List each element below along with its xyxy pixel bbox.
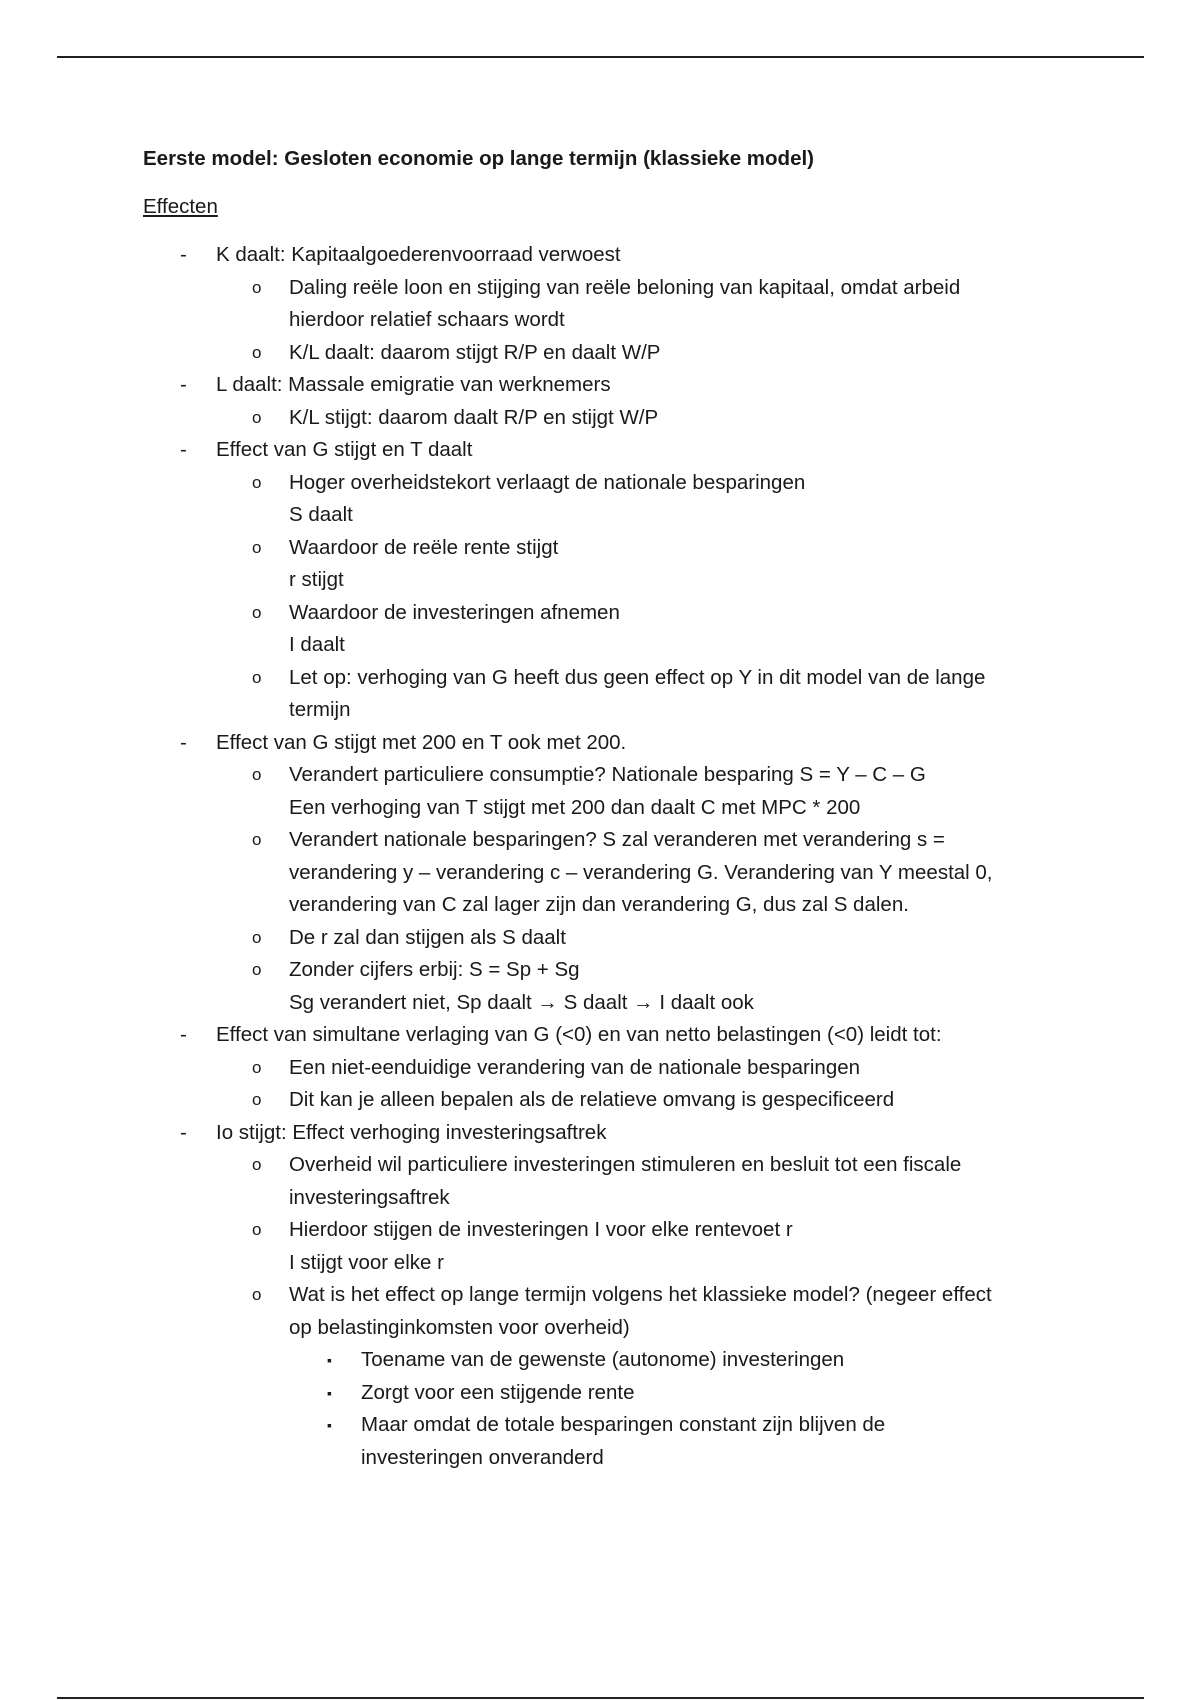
circle-bullet-icon: o bbox=[252, 277, 262, 297]
sub-list-item-text: verandering y – verandering c – verandering G. Verandering van Y meestal 0, bbox=[289, 860, 993, 884]
sub-list-item-text: termijn bbox=[289, 698, 351, 721]
circle-bullet-icon: o bbox=[252, 537, 262, 557]
document-title: Eerste model: Gesloten economie op lange termijn (klassieke model) bbox=[143, 147, 815, 170]
sub-list-item-text: Dit kan je alleen bepalen als de relatieve omvang is gespecificeerd bbox=[289, 1088, 895, 1111]
sub-list-item bbox=[216, 1052, 1083, 1085]
sub-list-item-text: Waardoor de investeringen afnemen bbox=[289, 600, 620, 624]
list-item bbox=[143, 1117, 1083, 1475]
sub-list-item-text: Waardoor de reële rente stijgt bbox=[289, 535, 559, 559]
sub-list bbox=[216, 467, 1083, 727]
circle-bullet-icon: o bbox=[252, 1057, 262, 1077]
dash-bullet-icon: - bbox=[180, 1120, 187, 1144]
circle-bullet-icon: o bbox=[252, 927, 262, 947]
sub-list bbox=[216, 402, 1083, 435]
sub-list-item-text: Let op: verhoging van G heeft dus geen effect op Y in dit model van de lange bbox=[289, 665, 986, 689]
list-item-text: L daalt: Massale emigratie van werknemers bbox=[216, 373, 611, 396]
list-item bbox=[143, 369, 1083, 434]
sub-list bbox=[216, 1052, 1083, 1117]
sub-list-item bbox=[216, 402, 1083, 435]
sub-list-item bbox=[216, 532, 1083, 597]
circle-bullet-icon: o bbox=[252, 667, 262, 687]
sub-list-item-text: Daling reële loon en stijging van reële beloning van kapitaal, omdat arbeid bbox=[289, 275, 961, 299]
list-item-text: Io stijgt: Effect verhoging investeringsaftrek bbox=[216, 1120, 607, 1144]
square-bullet-icon: ▪ bbox=[327, 1352, 332, 1368]
sub-list-item-text: I daalt bbox=[289, 633, 345, 656]
list-item bbox=[143, 239, 1083, 369]
circle-bullet-icon: o bbox=[252, 407, 262, 427]
sub-list-item-text: Wat is het effect op lange termijn volgens het klassieke model? (negeer effect bbox=[289, 1283, 992, 1306]
bottom-rule bbox=[57, 1697, 1144, 1699]
sub-list-item bbox=[216, 1214, 1083, 1279]
list-item-text: Effect van G stijgt en T daalt bbox=[216, 438, 473, 461]
dash-bullet-icon: - bbox=[180, 438, 187, 461]
top-rule bbox=[57, 56, 1144, 58]
circle-bullet-icon: o bbox=[252, 1155, 262, 1174]
sub-sub-list-item bbox=[289, 1409, 1083, 1474]
circle-bullet-icon: o bbox=[252, 960, 262, 979]
list-item bbox=[143, 1019, 1083, 1117]
sub-list-item-text: K/L daalt: daarom stijgt R/P en daalt W/P bbox=[289, 340, 661, 364]
sub-list-item bbox=[216, 337, 1083, 370]
list-item bbox=[143, 727, 1083, 1020]
sub-sub-list-item-text: Toename van de gewenste (autonome) investeringen bbox=[361, 1348, 845, 1371]
list-item-text: Effect van simultane verlaging van G (<0) en van netto belastingen (<0) leidt tot: bbox=[216, 1023, 942, 1046]
sub-list-item-text: Een niet-eenduidige verandering van de nationale besparingen bbox=[289, 1055, 861, 1079]
circle-bullet-icon: o bbox=[252, 342, 262, 362]
circle-bullet-icon: o bbox=[252, 472, 262, 492]
sub-sub-list-item-text: Maar omdat de totale besparingen constant zijn blijven de bbox=[361, 1413, 886, 1436]
circle-bullet-icon: o bbox=[252, 1090, 262, 1109]
sub-list-item-text: Overheid wil particuliere investeringen stimuleren en besluit tot een fiscale bbox=[289, 1153, 962, 1176]
sub-list-item-text: Hoger overheidstekort verlaagt de nationale besparingen bbox=[289, 470, 806, 494]
square-bullet-icon: ▪ bbox=[327, 1384, 332, 1401]
circle-bullet-icon: o bbox=[252, 765, 262, 784]
dash-bullet-icon: - bbox=[180, 730, 187, 754]
effects-list bbox=[143, 239, 1083, 1474]
sub-list-item-text: verandering van C zal lager zijn dan verandering G, dus zal S dalen. bbox=[289, 893, 909, 916]
sub-list-item-text: hierdoor relatief schaars wordt bbox=[289, 308, 565, 331]
sub-list-item bbox=[216, 597, 1083, 662]
sub-sub-list-item bbox=[289, 1377, 1083, 1410]
sub-list bbox=[216, 759, 1083, 1019]
sub-list-item-text: Hierdoor stijgen de investeringen I voor elke rentevoet r bbox=[289, 1218, 793, 1241]
sub-list-item-text: De r zal dan stijgen als S daalt bbox=[289, 925, 566, 949]
sub-list-item bbox=[216, 272, 1083, 337]
sub-sub-list-item bbox=[289, 1344, 1083, 1377]
sub-list-item-text: Zonder cijfers erbij: S = Sp + Sg bbox=[289, 958, 580, 981]
section-heading: Effecten bbox=[143, 195, 218, 218]
sub-list-item-text: r stijgt bbox=[289, 568, 344, 591]
sub-list bbox=[216, 272, 1083, 370]
sub-list-item-text: Verandert particuliere consumptie? Nationale besparing S = Y – C – G bbox=[289, 763, 926, 786]
sub-list-item bbox=[216, 1084, 1083, 1117]
sub-list-item-text: S daalt bbox=[289, 503, 353, 526]
sub-list-item-text: Een verhoging van T stijgt met 200 dan daalt C met MPC * 200 bbox=[289, 795, 861, 819]
sub-list-item bbox=[216, 467, 1083, 532]
sub-list-item bbox=[216, 824, 1083, 922]
sub-list-item bbox=[216, 662, 1083, 727]
sub-sub-list-item-text: investeringen onveranderd bbox=[361, 1445, 604, 1469]
sub-list-item-text: I stijgt voor elke r bbox=[289, 1250, 444, 1274]
dash-bullet-icon: - bbox=[180, 1023, 187, 1046]
list-item bbox=[143, 434, 1083, 727]
circle-bullet-icon: o bbox=[252, 602, 262, 622]
circle-bullet-icon: o bbox=[252, 1220, 262, 1239]
square-bullet-icon: ▪ bbox=[327, 1417, 332, 1433]
dash-bullet-icon: - bbox=[180, 243, 187, 266]
list-item-text: K daalt: Kapitaalgoederenvoorraad verwoest bbox=[216, 243, 621, 266]
sub-list-item bbox=[216, 922, 1083, 955]
sub-sub-list-item-text: Zorgt voor een stijgende rente bbox=[361, 1380, 635, 1404]
document-body bbox=[143, 144, 1083, 1474]
sub-sub-list bbox=[289, 1344, 1083, 1474]
circle-bullet-icon: o bbox=[252, 1285, 262, 1304]
circle-bullet-icon: o bbox=[252, 830, 262, 849]
sub-list-item-text: investeringsaftrek bbox=[289, 1185, 450, 1209]
sub-list-item bbox=[216, 1279, 1083, 1474]
sub-list-item-text: Sg verandert niet, Sp daalt → S daalt → I daalt ook bbox=[289, 990, 754, 1014]
sub-list-item bbox=[216, 954, 1083, 1019]
sub-list bbox=[216, 1149, 1083, 1474]
sub-list-item-text: K/L stijgt: daarom daalt R/P en stijgt W/P bbox=[289, 405, 659, 429]
sub-list-item-text: Verandert nationale besparingen? S zal veranderen met verandering s = bbox=[289, 828, 945, 851]
list-item-text: Effect van G stijgt met 200 en T ook met 200. bbox=[216, 730, 627, 754]
sub-list-item-text: op belastinginkomsten voor overheid) bbox=[289, 1315, 630, 1339]
sub-list-item bbox=[216, 1149, 1083, 1214]
dash-bullet-icon: - bbox=[180, 373, 187, 396]
sub-list-item bbox=[216, 759, 1083, 824]
